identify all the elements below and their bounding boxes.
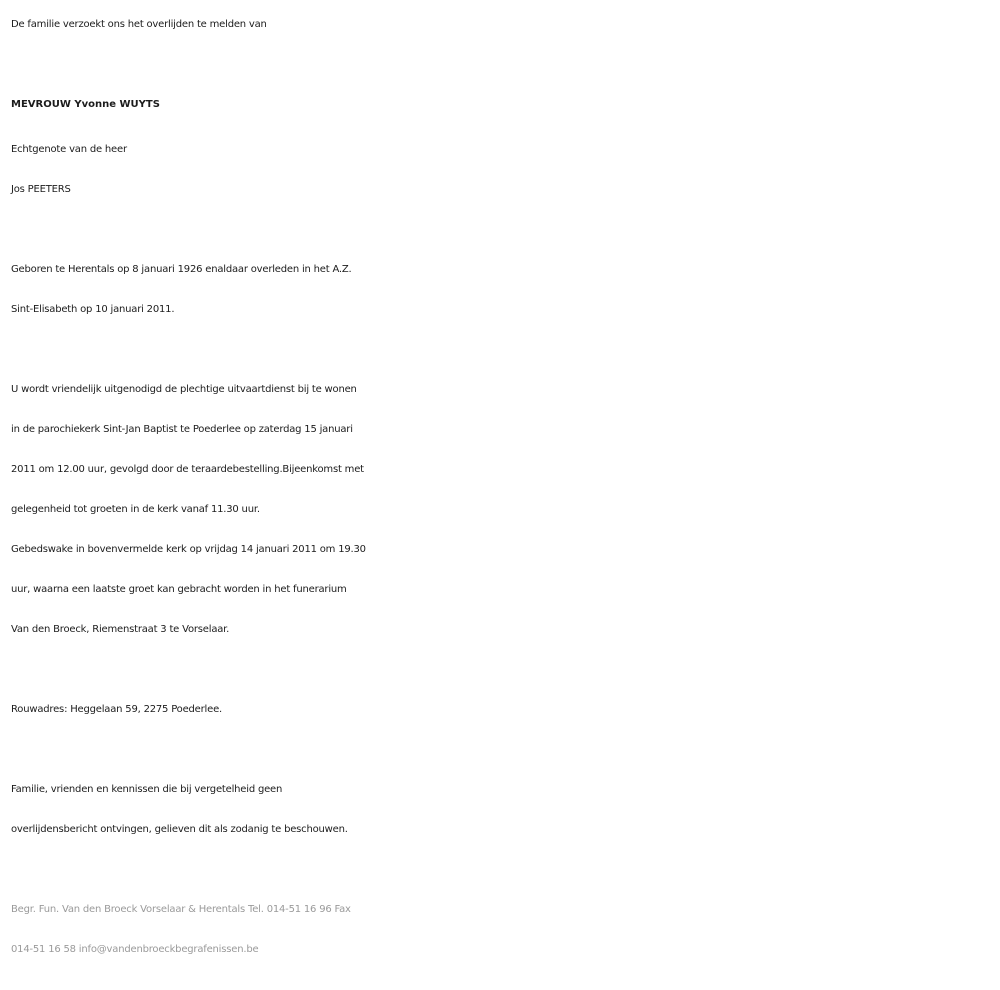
birth-line-2: Sint-Elisabeth op 10 januari 2011.: [11, 304, 175, 315]
death-notice: [11, 5, 991, 970]
spacer: [11, 850, 991, 890]
service-line-3: 2011 om 12.00 uur, gevolgd door de teraardebestelling.Bijeenkomst met: [11, 464, 364, 475]
service-line-1: U wordt vriendelijk uitgenodigd de plechtige uitvaartdienst bij te wonen: [11, 384, 357, 395]
closing-line-1: Familie, vrienden en kennissen die bij vergetelheid geen: [11, 784, 283, 795]
intro-text: De familie verzoekt ons het overlijden te melden van: [11, 19, 267, 30]
service-line-4: gelegenheid tot groeten in de kerk vanaf 11.30 uur.: [11, 504, 260, 515]
spacer: [11, 650, 991, 690]
spouse-line-1: Echtgenote van de heer: [11, 144, 127, 155]
closing-line-2: overlijdensbericht ontvingen, gelieven dit als zodanig te beschouwen.: [11, 824, 348, 835]
wake-line-1: Gebedswake in bovenvermelde kerk op vrijdag 14 januari 2011 om 19.30: [11, 544, 366, 555]
spouse-line-2: Jos PEETERS: [11, 184, 71, 195]
mourning-address: Rouwadres: Heggelaan 59, 2275 Poederlee.: [11, 704, 223, 715]
spacer: [11, 730, 991, 770]
deceased-name: MEVROUW Yvonne WUYTS: [11, 99, 160, 110]
funeral-home-line-2: 014-51 16 58 info@vandenbroeckbegrafenissen.be: [11, 944, 259, 955]
spacer: [11, 330, 991, 370]
birth-line-1: Geboren te Herentals op 8 januari 1926 enaldaar overleden in het A.Z.: [11, 264, 352, 275]
wake-line-3: Van den Broeck, Riemenstraat 3 te Vorselaar.: [11, 624, 230, 635]
service-line-2: in de parochiekerk Sint-Jan Baptist te Poederlee op zaterdag 15 januari: [11, 424, 353, 435]
funeral-home-line-1: Begr. Fun. Van den Broeck Vorselaar & Herentals Tel. 014-51 16 96 Fax: [11, 904, 351, 915]
spacer: [11, 210, 991, 250]
wake-line-2: uur, waarna een laatste groet kan gebracht worden in het funerarium: [11, 584, 347, 595]
